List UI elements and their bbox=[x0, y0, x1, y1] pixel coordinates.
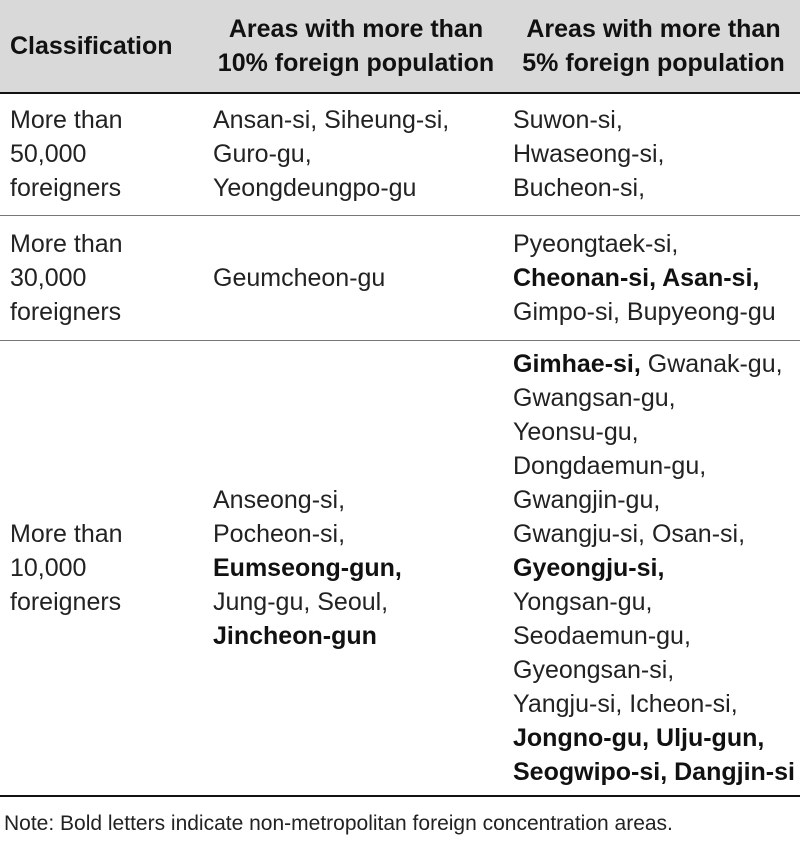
header-five-line2: 5% foreign population bbox=[522, 49, 785, 77]
ten-percent-cell bbox=[205, 215, 507, 340]
classification-line: foreigners bbox=[10, 297, 122, 326]
classification-line: More than bbox=[10, 229, 123, 258]
area-line: Guro-gu, bbox=[213, 140, 312, 169]
area-line: Seodaemun-gu, bbox=[513, 621, 691, 650]
area-line: Hwaseong-si, bbox=[513, 140, 665, 169]
area-line: Gimpo-si, Bupyeong-gu bbox=[513, 297, 776, 326]
classification-line: foreigners bbox=[10, 174, 122, 203]
five-percent-cell bbox=[507, 340, 800, 796]
area-line: Anseong-si, bbox=[213, 485, 346, 514]
classification-line: 10,000 bbox=[10, 553, 87, 582]
header-five-percent bbox=[507, 0, 800, 93]
header-ten-line1: Areas with more than bbox=[228, 15, 484, 43]
area-bold-fragment: Gimhae-si, bbox=[513, 349, 641, 378]
table-row bbox=[0, 215, 800, 340]
area-line-mixed bbox=[513, 347, 800, 381]
area-line: Gwangsan-gu, bbox=[513, 383, 676, 412]
header-ten-line2: 10% foreign population bbox=[217, 49, 495, 77]
area-line: Dongdaemun-gu, bbox=[513, 451, 707, 480]
five-percent-cell bbox=[507, 215, 800, 340]
area-line-bold: Cheonan-si, Asan-si, bbox=[513, 263, 760, 292]
header-row bbox=[0, 0, 800, 93]
area-line-bold: Seogwipo-si, Dangjin-si bbox=[513, 757, 795, 786]
classification-line: 30,000 bbox=[10, 263, 87, 292]
classification-line: foreigners bbox=[10, 587, 122, 616]
table-note: Note: Bold letters indicate non-metropolitan foreign concentration areas. bbox=[4, 812, 673, 835]
area-line-bold: Jincheon-gun bbox=[213, 621, 377, 650]
area-line-bold: Jongno-gu, Ulju-gun, bbox=[513, 723, 765, 752]
header-ten-percent bbox=[205, 0, 507, 93]
ten-percent-cell bbox=[205, 93, 507, 215]
table-row bbox=[0, 340, 800, 796]
area-line: Yeonsu-gu, bbox=[513, 417, 639, 446]
area-line: Yongsan-gu, bbox=[513, 587, 653, 616]
classification-cell bbox=[0, 215, 205, 340]
area-line: Yeongdeungpo-gu bbox=[213, 174, 417, 203]
classification-line: More than bbox=[10, 519, 123, 548]
classification-cell bbox=[0, 93, 205, 215]
area-line: Bucheon-si, bbox=[513, 174, 646, 203]
area-line: Gyeongsan-si, bbox=[513, 655, 675, 684]
table-row bbox=[0, 93, 800, 215]
area-fragment: Gwanak-gu, bbox=[640, 349, 783, 378]
area-line-bold: Eumseong-gun, bbox=[213, 553, 402, 582]
area-line: Gwangju-si, Osan-si, bbox=[513, 519, 746, 548]
header-five-line1: Areas with more than bbox=[526, 15, 781, 43]
classification-line: More than bbox=[10, 106, 123, 135]
area-line-bold: Gyeongju-si, bbox=[513, 553, 665, 582]
header-classification: Classification bbox=[0, 0, 205, 93]
area-line: Jung-gu, Seoul, bbox=[213, 587, 389, 616]
classification-line: 50,000 bbox=[10, 140, 87, 169]
area-line: Pocheon-si, bbox=[213, 519, 346, 548]
area-line: Suwon-si, bbox=[513, 106, 623, 135]
ten-percent-cell bbox=[205, 340, 507, 796]
area-line: Geumcheon-gu bbox=[213, 263, 386, 292]
area-line: Yangju-si, Icheon-si, bbox=[513, 689, 738, 718]
area-line: Ansan-si, Siheung-si, bbox=[213, 106, 450, 135]
area-line: Pyeongtaek-si, bbox=[513, 229, 679, 258]
classification-cell bbox=[0, 340, 205, 796]
area-line: Gwangjin-gu, bbox=[513, 485, 661, 514]
five-percent-cell bbox=[507, 93, 800, 215]
